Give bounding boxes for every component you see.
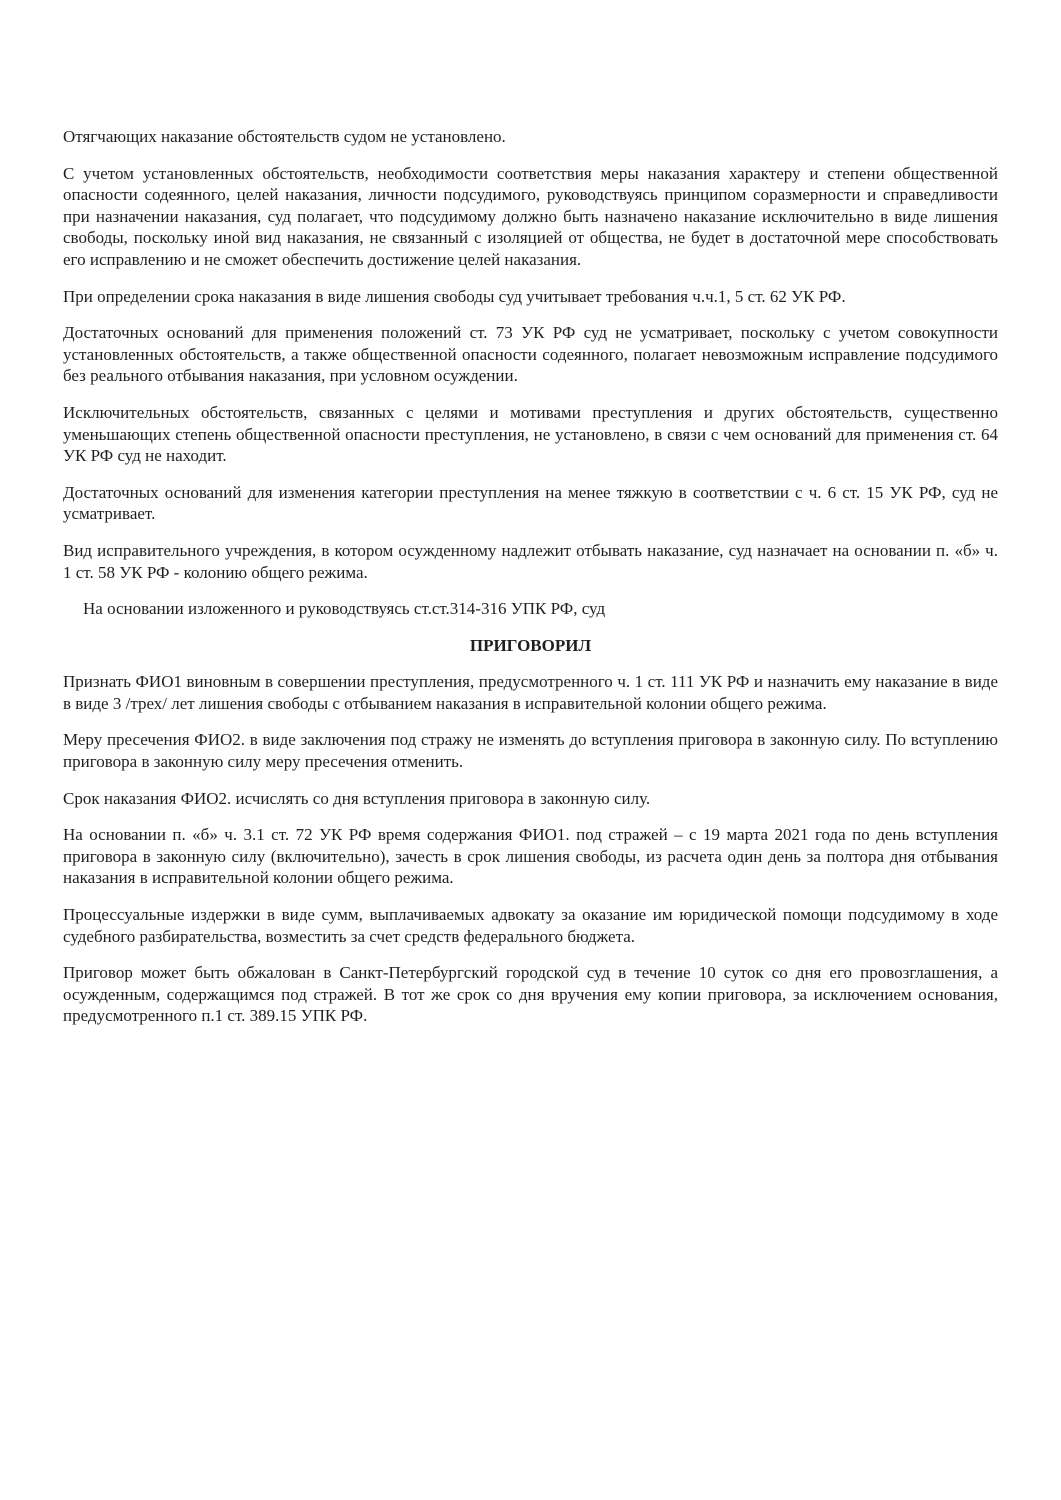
paragraph-correctional-facility-type: Вид исправительного учреждения, в котором осужденному надлежит отбывать наказание, суд назначает на основании п. «б» ч. 1 ст. 58 УК РФ - колонию общего режима. <box>63 540 998 582</box>
paragraph-appeal-rights: Приговор может быть обжалован в Санкт-Петербургский городской суд в течение 10 суток со дня его провозглашения, а осужденным, содержащимся под стражей. В тот же срок со дня вручения ему копии приговора, за исключением основания, предусмотренного п.1 ст. 389.15 УПК РФ. <box>63 963 998 1026</box>
paragraph-procedural-costs: Процессуальные издержки в виде сумм, выплачиваемых адвокату за оказание им юридической помощи подсудимому в ходе судебного разбирательства, возместить за счет средств федерального бюджета. <box>63 905 998 946</box>
paragraph-article-64-inapplicable: Исключительных обстоятельств, связанных с целями и мотивами преступления и других обстоятельств, существенно уменьшающих степень общественной опасности преступления, не установлено, в связи с чем оснований для применения ст. 64 УК РФ суд не находит. <box>63 402 998 466</box>
paragraph-guilty-verdict: Признать ФИО1 виновным в совершении преступления, предусмотренного ч. 1 ст. 111 УК РФ и назначить ему наказание в виде в виде 3 /трех/ лет лишения свободы с отбыванием наказания в исправительной колонии общего режима. <box>63 672 998 713</box>
paragraph-term-determination: При определении срока наказания в виде лишения свободы суд учитывает требования ч.ч.1, 5 ст. 62 УК РФ. <box>63 286 846 306</box>
paragraph-no-aggravating-circumstances: Отягчающих наказание обстоятельств судом не установлено. <box>63 127 506 146</box>
paragraph-sentencing-considerations: С учетом установленных обстоятельств, необходимости соответствия меры наказания характеру и степени общественной опасности содеянного, целей наказания, личности подсудимого, руководствуясь принципом соразмерности и справедливости при назначении наказания, суд полагает, что подсудимому должно быть назначено наказание исключительно в виде лишения свободы, поскольку иной вид наказания, не связанный с изоляцией от общества, не будет в достаточной мере способствовать его исправлению и не сможет обеспечить достижение целей наказания. <box>63 163 998 269</box>
paragraph-preventive-measure: Меру пресечения ФИО2. в виде заключения под стражу не изменять до вступления приговора в законную силу. По вступлению приговора в законную силу меру пресечения отменить. <box>63 730 998 772</box>
paragraph-legal-basis: На основании изложенного и руководствуясь ст.ст.314-316 УПК РФ, суд <box>83 599 606 619</box>
paragraph-article-73-inapplicable: Достаточных оснований для применения положений ст. 73 УК РФ суд не усматривает, поскольку с учетом совокупности установленных обстоятельств, а также общественной опасности содеянного, полагает невозможным исправление подсудимого без реального отбывания наказания, при условном осуждении. <box>63 323 998 386</box>
paragraph-category-change-refused: Достаточных оснований для изменения категории преступления на менее тяжкую в соответствии с ч. 6 ст. 15 УК РФ, суд не усматривает. <box>63 482 998 524</box>
paragraph-term-start: Срок наказания ФИО2. исчислять со дня вступления приговора в законную силу. <box>63 788 651 808</box>
verdict-heading: ПРИГОВОРИЛ <box>469 635 592 655</box>
paragraph-custody-credit: На основании п. «б» ч. 3.1 ст. 72 УК РФ время содержания ФИО1. под стражей – с 19 марта 2021 года по день вступления приговора в законную силу (включительно), зачесть в срок лишения свободы, из расчета один день за полтора дня отбывания наказания в исправительной колонии общего режима. <box>63 825 998 888</box>
